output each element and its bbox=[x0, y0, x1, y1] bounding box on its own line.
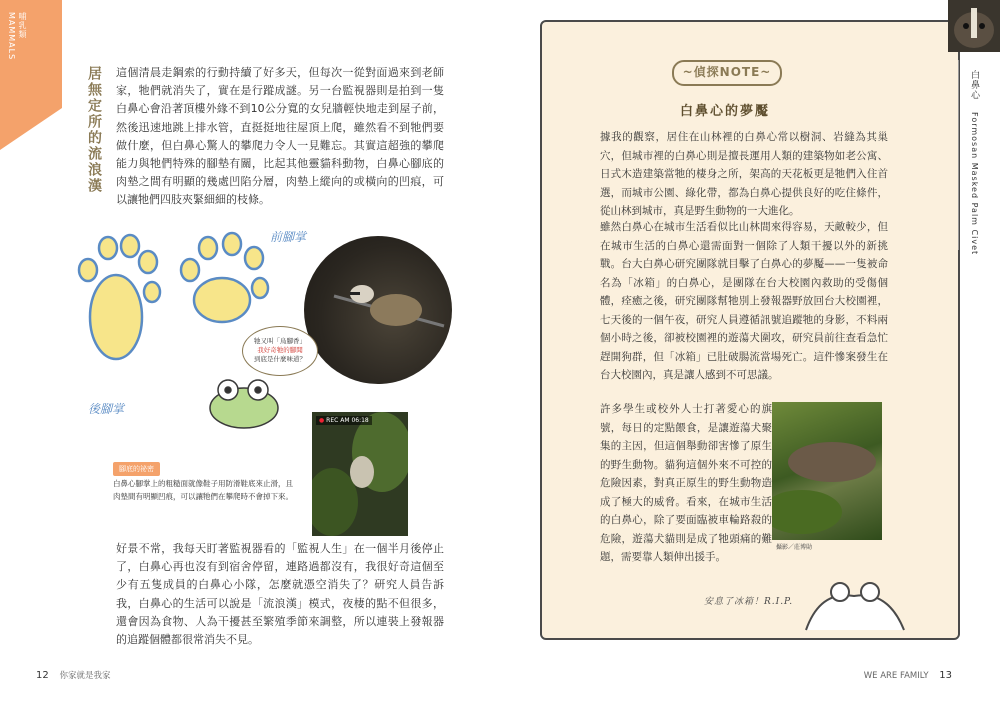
footer-left bbox=[36, 669, 110, 681]
note-header: ~偵探NOTE~ bbox=[672, 60, 782, 86]
speech-bubble bbox=[242, 326, 318, 376]
photo-credit: 攝影／莊博勛 bbox=[776, 544, 813, 551]
body-paragraph-1: 這個清晨走鋼索的行動持續了好多天，但每次一從對面過來到老師家，牠們就消失了，實在是行蹤成謎。另一台監視器則是拍到一隻白鼻心會沿著頂樓外緣不到10公分寬的女兒牆輕快地走到屋子前，然後迅速地跳上排水管，直挺挺地往屋頂上爬，雖然看不到牠們要做什麼，但白鼻心驚人的攀爬力令人一見難忘。其實這超強的攀爬能力與牠們特殊的腳墊有關，比起其他靈貓科動物，白鼻心腳底的肉墊之間有明顯的幾處凹陷分層，肉墊上縱向的或橫向的凹痕，可以讓牠們四肢夾緊細細的枝條。 bbox=[116, 66, 444, 207]
frog-character bbox=[210, 380, 278, 428]
tip-tag: 腳底的祕密 bbox=[113, 462, 160, 476]
back-paw-drawing bbox=[79, 235, 160, 359]
category-label-en: MAMMALS bbox=[7, 12, 16, 61]
grass-image bbox=[772, 402, 882, 540]
body-paragraph-2: 好景不常，我每天盯著監視器看的「監視人生」在一個半月後停止了，白鼻心再也沒有到宿舍停留，連路過都沒有，我很好奇這個至少有五隻成員的白鼻心小隊，怎麼就憑空消失了？研究人員告訴我，白鼻心的生活可以說是「流浪漢」模式，夜棲的點不但很多，還會因為食物、人為干擾甚至繁殖季節來調整，所以連裝上發報器的追蹤個體都很常消失不見。 bbox=[116, 542, 444, 647]
civet-face-thumbnail bbox=[948, 0, 1000, 52]
side-species-label bbox=[968, 70, 981, 255]
speech-line-2: 我好奇牠的腳聞 bbox=[257, 346, 303, 354]
note-paragraph-1: 據我的觀察，居住在山林裡的白鼻心常以樹洞、岩縫為其巢穴，但城市裡的白鼻心則是擅長運用人類的建築物如老公寓、日式木造建築當牠的棲身之所，架高的天花板更是牠們入住首選，而城市公園、綠化帶，都為白鼻心提供良好的吃住條件，從山林到城市，真是野生動物的一大進化。 bbox=[600, 131, 888, 217]
rec-label: REC bbox=[326, 417, 339, 424]
footer-title-right: WE ARE FAMILY bbox=[863, 671, 929, 681]
frog-peek-drawing bbox=[800, 572, 910, 632]
section-title: 居無定所的流浪漢 bbox=[86, 66, 102, 194]
speech-line-3: 到底是什麼味道？ bbox=[254, 355, 306, 363]
civet-night-photo bbox=[304, 236, 452, 384]
page-number-left: 12 bbox=[36, 670, 49, 681]
surveillance-photo bbox=[312, 412, 408, 536]
page-number-right: 13 bbox=[939, 670, 952, 681]
note-paragraph-3: 許多學生或校外人士打著愛心的旗號，每日的定點餵食，是讓遊蕩犬聚集的主因，但這個舉動卻害慘了原生的野生動物。貓狗這個外來不可控的危險因素，對真正原生的野生動物造成了極大的威脅。看來，在城市生活的白鼻心，除了要面臨被車輪路殺的危險，遊蕩犬貓則是成了牠頭痛的難題，需要靠人類伸出援手。 bbox=[600, 403, 772, 563]
category-label-zh: 哺乳類 bbox=[18, 12, 27, 39]
note-paragraph-2: 雖然白鼻心在城市生活看似比山林間來得容易，天敵較少，但在城市生活的白鼻心還需面對一個除了人類干擾以外的新挑戰。台大白鼻心研究團隊就目擊了白鼻心的夢魘——一隻被命名為「冰箱」的白鼻心，是團隊在台大校園內救助的受傷個體，痊癒之後，研究團隊幫牠別上發報器野放回台大校園裡，七天後的一個午夜，研究人員遵循訊號追蹤牠的身影，不料兩個小時之後，卻被校園裡的遊蕩犬圍攻，研究員前往查看急忙趕開狗群，但「冰箱」已肚破腸流當場死亡。這件慘案發生在台大校園內，真是讓人感到不可思議。 bbox=[600, 221, 888, 381]
rip-handwriting: 安息了冰箱！R.I.P. bbox=[704, 597, 794, 607]
rec-time: AM 06:18 bbox=[340, 417, 369, 424]
speech-line-1: 牠又叫「烏腳香」 bbox=[254, 337, 306, 345]
front-foot-label: 前腳掌 bbox=[270, 230, 307, 244]
back-foot-label: 後腳掌 bbox=[88, 402, 125, 416]
footer-title-left: 你家就是我家 bbox=[59, 671, 111, 681]
foliage-image bbox=[312, 412, 408, 536]
species-name-en: Formosan Masked Palm Civet bbox=[970, 111, 979, 255]
civet-face-image bbox=[948, 0, 1000, 52]
right-page bbox=[500, 0, 1000, 705]
civet-silhouette bbox=[304, 236, 452, 384]
front-paw-drawing bbox=[181, 233, 268, 322]
side-divider bbox=[958, 60, 959, 250]
footer-right bbox=[864, 670, 952, 681]
category-label bbox=[6, 12, 28, 60]
dead-civet-photo bbox=[772, 402, 882, 540]
rec-overlay bbox=[316, 416, 372, 425]
note-title: 白鼻心的夢魘 bbox=[679, 104, 770, 119]
rec-dot-icon: ● bbox=[319, 417, 325, 424]
species-name-zh: 白鼻心 bbox=[969, 70, 979, 100]
tip-text: 白鼻心腳掌上的粗糙面就像鞋子用防滑鞋底來止滑，且肉墊間有明顯凹痕，可以讓牠們在攀爬時不會掉下來。 bbox=[113, 479, 293, 501]
